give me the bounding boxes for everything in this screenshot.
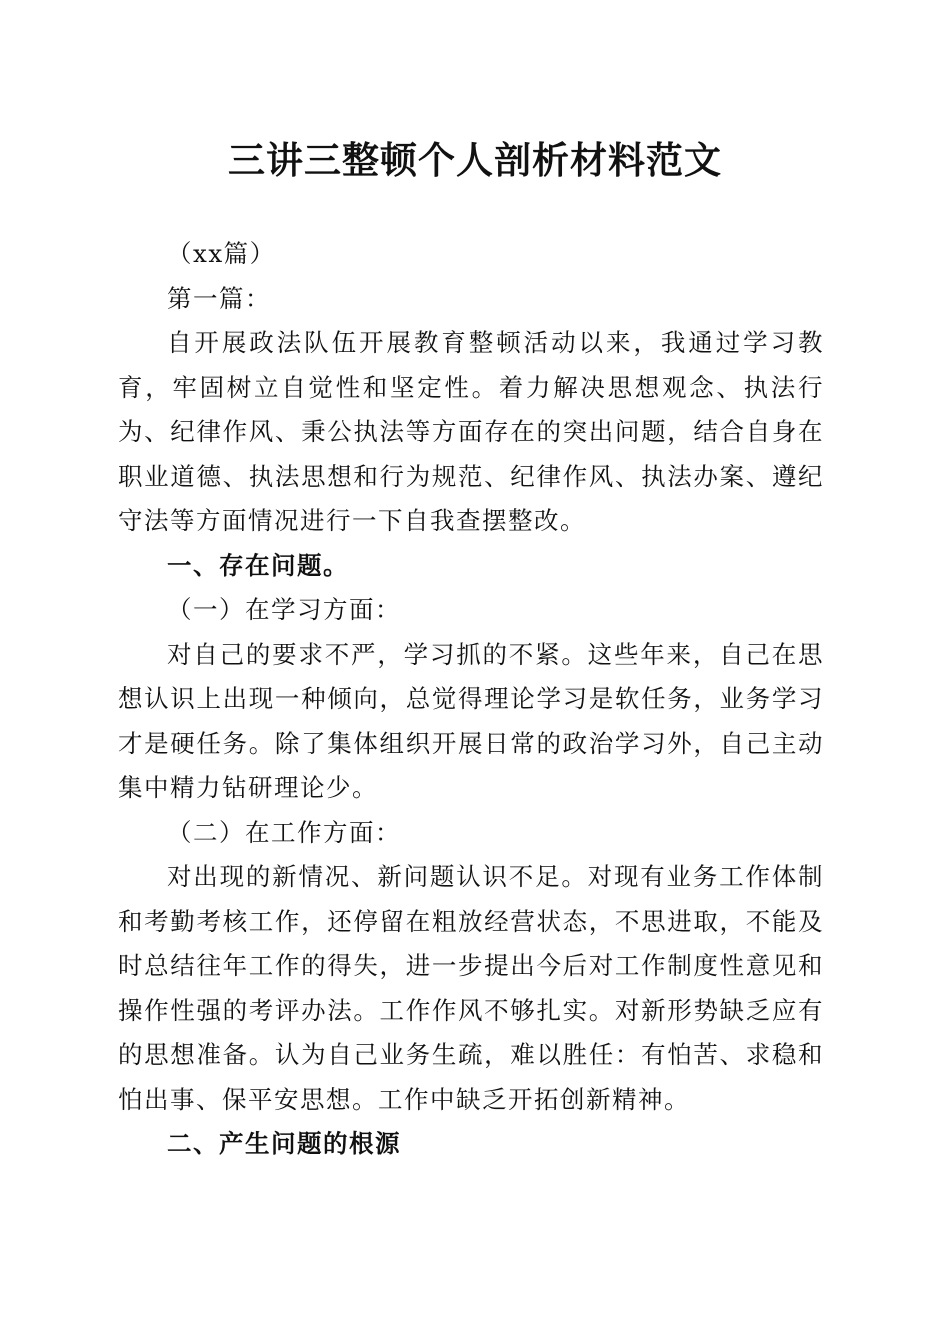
- paragraph-subtitle: （xx篇）: [167, 239, 276, 268]
- document-body: [118, 232, 824, 1167]
- paragraph-intro: 自开展政法队伍开展教育整顿活动以来，我通过学习教育，牢固树立自觉性和坚定性。着力解决思想观念、执法行为、纪律作风、秉公执法等方面存在的突出问题，结合自身在职业道德、执法思想和行为规范、纪律作风、执法办案、遵纪守法等方面情况进行一下自我查摆整改。: [118, 328, 824, 535]
- paragraph-study: 对自己的要求不严，学习抓的不紧。这些年来，自己在思想认识上出现一种倾向，总觉得理论学习是软任务，业务学习才是硬任务。除了集体组织开展日常的政治学习外，自己主动集中精力钻研理论少。: [118, 639, 824, 802]
- subheading-work: （二）在工作方面：: [167, 817, 401, 847]
- document-title: 三讲三整顿个人剖析材料范文: [228, 138, 722, 182]
- subheading-study: （一）在学习方面：: [167, 595, 401, 624]
- paragraph-part-label: 第一篇：: [167, 283, 271, 313]
- section-heading-root-causes: 二、产生问题的根源: [167, 1129, 401, 1158]
- section-heading-problems: 一、存在问题。: [167, 550, 349, 580]
- paragraph-work: 对出现的新情况、新问题认识不足。对现有业务工作体制和考勤考核工作，还停留在粗放经营状态，不思进取，不能及时总结往年工作的得失，进一步提出今后对工作制度性意见和操作性强的考评办法。工作作风不够扎实。对新形势缺乏应有的思想准备。认为自己业务生疏，难以胜任：有怕苦、求稳和怕出事、保平安思想。工作中缺乏开拓创新精神。: [118, 862, 824, 1114]
